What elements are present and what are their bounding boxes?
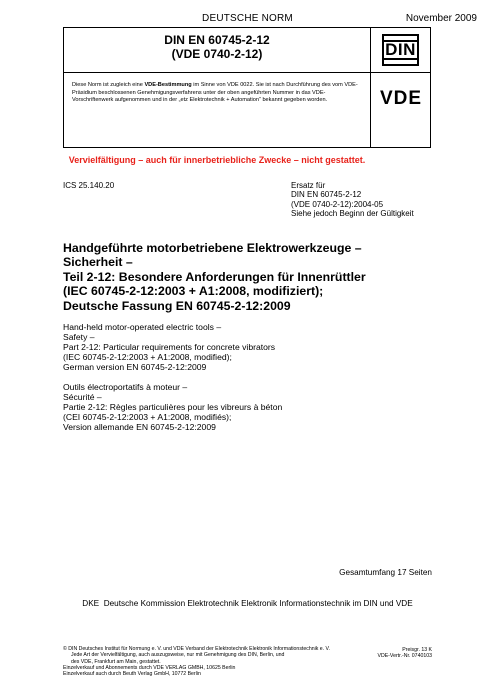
vde-notice	[72, 82, 366, 105]
replacement-line: (VDE 0740-2-12):2004-05	[291, 199, 384, 209]
title-line: Part 2-12: Particular requirements for concrete vibrators	[63, 341, 276, 352]
total-pages: Gesamtumfang 17 Seiten	[339, 568, 432, 577]
vde-notice-text-start: Diese Norm ist zugleich eine	[72, 82, 145, 88]
title-line: Teil 2-12: Besondere Anforderungen für Innenrüttler	[63, 269, 366, 284]
dke-full-name: Deutsche Kommission Elektrotechnik Elektronik Informationstechnik im DIN und VDE	[103, 599, 413, 608]
title-line: German version EN 60745-2-12:2009	[63, 361, 207, 372]
vde-sales-number: VDE-Vertr.-Nr. 0740103	[377, 653, 432, 660]
title-line: Version allemande EN 60745-2-12:2009	[63, 421, 216, 432]
title-german	[63, 241, 433, 313]
copyright-line: © DIN Deutsches Institut für Normung e. V. und VDE Verband der Elektrotechnik Elektronik Informationstechnik e. V.	[63, 646, 330, 652]
standard-header-box	[63, 27, 431, 165]
copy-warning: Vervielfältigung – auch für innerbetriebliche Zwecke – nicht gestattet.	[68, 155, 366, 165]
title-line: Sicherheit –	[63, 255, 133, 270]
replacement-line: Ersatz für	[291, 181, 326, 190]
title-line: Safety –	[63, 331, 95, 342]
replacement-line: DIN EN 60745-2-12	[291, 190, 362, 200]
title-line: Partie 2-12: Règles particulières pour les vibreurs à béton	[63, 401, 283, 412]
din-logo	[382, 34, 419, 66]
sales-line: Einzelverkauf und Abonnements durch VDE VERLAG GMBH, 10625 Berlin	[63, 664, 236, 671]
copyright-line: Jede Art der Vervielfältigung, auch auszugsweise, nur mit Genehmigung des DIN, Berlin, und	[71, 652, 285, 659]
din-number: DIN EN 60745-2-12	[164, 33, 270, 47]
ics-code: ICS 25.140.20	[63, 181, 115, 190]
dke-line	[0, 599, 495, 608]
norm-type: DEUTSCHE NORM	[202, 13, 293, 24]
title-line: (CEI 60745-2-12:2003 + A1:2008, modifiés);	[63, 411, 232, 422]
standard-number	[64, 33, 370, 61]
title-line: (IEC 60745-2-12:2003 + A1:2008, modifiziert);	[63, 284, 324, 299]
vde-logo: VDE	[379, 88, 423, 109]
title-line: Deutsche Fassung EN 60745-2-12:2009	[63, 298, 291, 313]
din-logo-text: DIN	[385, 40, 416, 59]
price-info	[378, 646, 433, 660]
replacement-line: Siehe jedoch Beginn der Gültigkeit	[291, 209, 414, 219]
copyright-line: des VDE, Frankfurt am Main, gestattet.	[71, 658, 161, 665]
dke-abbreviation: DKE	[82, 599, 100, 608]
title-line: (IEC 60745-2-12:2003 + A1:2008, modified);	[63, 351, 232, 362]
sales-line: Einzelverkauf auch durch Beuth Verlag GmbH, 10772 Berlin	[63, 671, 201, 678]
title-line: Hand-held motor-operated electric tools –	[63, 322, 222, 332]
logo-column-divider	[370, 28, 371, 147]
price-group: Preisgr. 13 K	[402, 647, 432, 653]
title-line: Outils électroportatifs à moteur –	[63, 382, 188, 392]
vde-notice-text-end: im Sinne von VDE 0022. Sie ist nach Durchführung des vom VDE-Präsidium beschlossenen Genehmigungsverfahrens unter der oben angeführten Nummer in das VDE-Vorschriftenwerk aufgenommen und in der „etz Elektrotechnik + Automation“ bekannt gegeben worden.	[72, 82, 358, 104]
replacement-info	[291, 181, 414, 219]
copyright-footer	[63, 646, 393, 677]
vde-number: (VDE 0740-2-12)	[171, 47, 263, 61]
title-line: Sécurité –	[63, 391, 102, 402]
title-line: Handgeführte motorbetriebene Elektrowerkzeuge –	[63, 241, 362, 255]
title-french	[63, 383, 433, 433]
vde-notice-bold: VDE-Bestimmung	[144, 82, 192, 88]
title-english	[63, 323, 433, 373]
publication-date: November 2009	[405, 13, 477, 24]
